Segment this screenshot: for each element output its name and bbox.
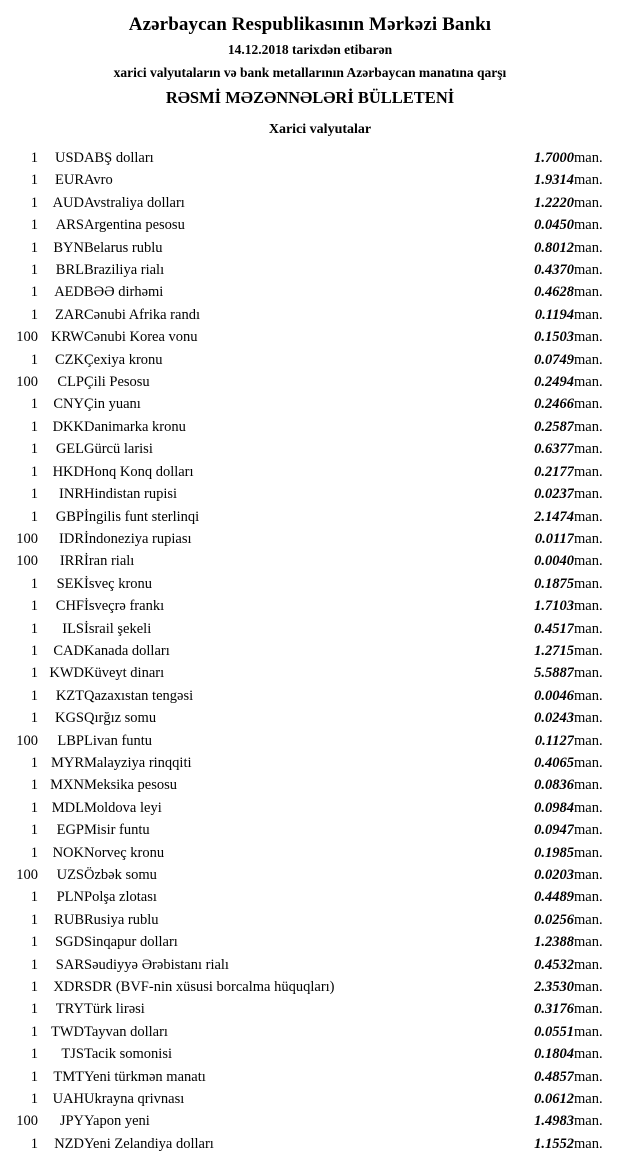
currency-quantity: 1 — [30, 396, 38, 413]
currency-rate: 0.0612 — [534, 1091, 574, 1108]
currency-unit-label: man. — [574, 687, 603, 704]
currency-rate: 0.1194 — [534, 306, 574, 323]
currency-quantity: 1 — [30, 1046, 38, 1063]
table-row — [0, 304, 620, 326]
currency-code: LBP — [57, 732, 84, 749]
table-row — [0, 506, 620, 528]
currency-quantity: 1 — [30, 262, 38, 279]
currency-quantity: 1 — [30, 642, 38, 659]
currency-quantity: 1 — [30, 889, 38, 906]
currency-unit-label: man. — [574, 1091, 603, 1108]
currency-unit-label: man. — [574, 642, 603, 659]
currency-quantity: 1 — [30, 150, 38, 166]
table-row — [0, 618, 620, 640]
table-row — [0, 416, 620, 438]
currency-rate: 1.2388 — [534, 934, 574, 951]
currency-quantity: 1 — [30, 665, 38, 682]
currency-code: CAD — [53, 642, 84, 659]
currency-quantity: 1 — [30, 822, 38, 839]
currency-rate: 2.3530 — [534, 979, 574, 996]
currency-code: SGD — [54, 934, 84, 951]
currency-unit-label: man. — [574, 710, 603, 727]
currency-code: SAR — [55, 956, 84, 973]
currency-unit-label: man. — [574, 217, 603, 234]
currency-code: IRR — [59, 553, 84, 570]
currency-code: KRW — [50, 329, 84, 346]
currency-rate: 1.2715 — [534, 642, 574, 659]
currency-rate: 0.0117 — [534, 530, 574, 547]
currency-name: Hindistan rupisi — [84, 486, 178, 503]
currency-name: Səudiyyə Ərəbistanı rialı — [84, 956, 229, 973]
currency-unit-label: man. — [574, 911, 603, 928]
currency-rate: 0.0450 — [534, 217, 574, 234]
currency-unit-label: man. — [574, 396, 603, 413]
currency-name: Cənubi Korea vonu — [84, 329, 198, 346]
currency-rate: 0.1804 — [534, 1046, 574, 1063]
table-row — [0, 976, 620, 998]
currency-code: JPY — [59, 1113, 84, 1130]
currency-name: Yapon yeni — [84, 1113, 150, 1130]
currency-name: İsveç kronu — [84, 575, 153, 592]
table-row — [0, 707, 620, 729]
currency-unit-label: man. — [574, 150, 603, 166]
currency-name: Sinqapur dolları — [84, 934, 178, 951]
currency-unit-label: man. — [574, 844, 603, 861]
currency-name: Meksika pesosu — [84, 777, 178, 794]
currency-name: BƏƏ dirhəmi — [84, 284, 164, 301]
currency-code: EUR — [55, 172, 84, 189]
currency-rate: 2.1474 — [534, 508, 574, 525]
table-row — [0, 1066, 620, 1088]
table-row — [0, 730, 620, 752]
currency-unit-label: man. — [574, 1135, 603, 1152]
currency-name: İran rialı — [84, 553, 135, 570]
currency-rate: 0.0046 — [534, 687, 574, 704]
currency-quantity: 100 — [16, 1113, 38, 1130]
table-row — [0, 640, 620, 662]
currency-quantity: 100 — [16, 329, 38, 346]
currency-rate: 0.2494 — [534, 374, 574, 391]
exchange-rates-table — [0, 147, 620, 1155]
currency-quantity: 1 — [30, 620, 38, 637]
currency-name: Yeni Zelandiya dolları — [84, 1135, 214, 1152]
currency-code: DKK — [52, 418, 84, 435]
currency-unit-label: man. — [574, 374, 603, 391]
currency-quantity: 1 — [30, 306, 38, 323]
currency-code: KGS — [54, 710, 84, 727]
currency-code: MXN — [50, 777, 84, 794]
table-row — [0, 1133, 620, 1155]
table-row — [0, 214, 620, 236]
currency-quantity: 1 — [30, 486, 38, 503]
currency-unit-label: man. — [574, 194, 603, 211]
currency-name: Kanada dolları — [84, 642, 170, 659]
currency-name: Rusiya rublu — [84, 911, 159, 928]
currency-name: Polşa zlotası — [84, 889, 157, 906]
table-row — [0, 842, 620, 864]
currency-quantity: 1 — [30, 799, 38, 816]
table-row — [0, 1021, 620, 1043]
document-header — [0, 14, 620, 108]
currency-rate: 0.4857 — [534, 1068, 574, 1085]
currency-quantity: 1 — [30, 172, 38, 189]
currency-quantity: 1 — [30, 217, 38, 234]
currency-quantity: 1 — [30, 194, 38, 211]
table-row — [0, 147, 620, 169]
table-row — [0, 774, 620, 796]
currency-rate: 0.0551 — [534, 1023, 574, 1040]
currency-name: Tayvan dolları — [84, 1023, 168, 1040]
currency-code: TMT — [53, 1068, 84, 1085]
currency-name: Norveç kronu — [84, 844, 165, 861]
currency-code: HKD — [52, 463, 84, 480]
currency-name: Ukrayna qrivnası — [84, 1091, 185, 1108]
currency-code: TRY — [55, 1001, 84, 1018]
currency-rate: 1.7000 — [534, 150, 574, 166]
currency-rate: 0.1875 — [534, 575, 574, 592]
currency-rate: 0.8012 — [534, 239, 574, 256]
currency-rate: 0.0749 — [534, 351, 574, 368]
currency-quantity: 1 — [30, 934, 38, 951]
currency-name: Avro — [84, 172, 113, 189]
currency-unit-label: man. — [574, 418, 603, 435]
currency-code: TJS — [61, 1046, 84, 1063]
section-title-foreign-currencies: Xarici valyutalar — [268, 122, 372, 137]
currency-code: USD — [54, 150, 84, 166]
currency-name: Gürcü larisi — [84, 441, 153, 458]
currency-name: Cənubi Afrika randı — [84, 306, 200, 323]
currency-rate: 0.1127 — [534, 732, 574, 749]
currency-quantity: 1 — [30, 1023, 38, 1040]
currency-quantity: 1 — [30, 1001, 38, 1018]
currency-code: ZAR — [55, 306, 84, 323]
currency-quantity: 1 — [30, 351, 38, 368]
currency-rate: 0.0256 — [534, 911, 574, 928]
currency-code: GEL — [55, 441, 84, 458]
currency-unit-label: man. — [574, 934, 603, 951]
currency-rate: 0.4628 — [534, 284, 574, 301]
table-row — [0, 752, 620, 774]
currency-name: ABŞ dolları — [84, 150, 154, 166]
currency-unit-label: man. — [574, 463, 603, 480]
currency-name: Yeni türkmən manatı — [84, 1068, 206, 1085]
currency-quantity: 1 — [30, 956, 38, 973]
currency-unit-label: man. — [574, 575, 603, 592]
currency-unit-label: man. — [574, 284, 603, 301]
currency-unit-label: man. — [574, 889, 603, 906]
currency-unit-label: man. — [574, 351, 603, 368]
currency-unit-label: man. — [574, 172, 603, 189]
currency-rate: 0.4065 — [534, 754, 574, 771]
currency-name: Malayziya rinqqiti — [84, 754, 192, 771]
currency-name: İngilis funt sterlinqi — [84, 508, 200, 525]
exchange-rates-body — [0, 147, 620, 1155]
currency-name: Braziliya rialı — [84, 262, 165, 279]
bank-title: Azərbaycan Respublikasının Mərkəzi Bankı — [128, 14, 492, 35]
currency-unit-label: man. — [574, 754, 603, 771]
currency-quantity: 1 — [30, 463, 38, 480]
table-row — [0, 326, 620, 348]
currency-rate: 0.0203 — [534, 867, 574, 883]
table-row — [0, 438, 620, 460]
currency-name: İndoneziya rupiası — [84, 530, 192, 547]
currency-rate: 1.1552 — [534, 1135, 574, 1152]
currency-unit-label: man. — [574, 665, 603, 682]
currency-rate: 5.5887 — [534, 665, 574, 682]
table-row — [0, 349, 620, 371]
currency-unit-label: man. — [574, 508, 603, 525]
currency-quantity: 100 — [16, 553, 38, 570]
currency-unit-label: man. — [574, 239, 603, 256]
currency-unit-label: man. — [574, 598, 603, 615]
table-row — [0, 281, 620, 303]
effective-date-line: 14.12.2018 tarixdən etibarən — [227, 42, 393, 57]
table-row — [0, 1110, 620, 1132]
currency-quantity: 100 — [16, 530, 38, 547]
currency-quantity: 1 — [30, 1135, 38, 1152]
currency-unit-label: man. — [574, 486, 603, 503]
table-row — [0, 1088, 620, 1110]
currency-rate: 0.0836 — [534, 777, 574, 794]
currency-name: Honq Konq dolları — [84, 463, 194, 480]
table-row — [0, 573, 620, 595]
currency-code: UZS — [56, 867, 84, 883]
currency-quantity: 1 — [30, 979, 38, 996]
currency-rate: 0.2466 — [534, 396, 574, 413]
currency-code: MYR — [50, 754, 84, 771]
currency-code: INR — [59, 486, 84, 503]
currency-rate: 0.3176 — [534, 1001, 574, 1018]
currency-unit-label: man. — [574, 732, 603, 749]
currency-code: GBP — [55, 508, 84, 525]
currency-code: NOK — [52, 844, 84, 861]
currency-rate: 0.0237 — [534, 486, 574, 503]
currency-name: İsrail şekeli — [84, 620, 152, 637]
currency-quantity: 1 — [30, 754, 38, 771]
currency-code: CZK — [55, 351, 84, 368]
table-row — [0, 371, 620, 393]
table-row — [0, 483, 620, 505]
currency-code: CNY — [53, 396, 84, 413]
table-row — [0, 864, 620, 886]
currency-rate: 0.2587 — [534, 418, 574, 435]
currency-rate: 0.4532 — [534, 956, 574, 973]
currency-rate: 0.6377 — [534, 441, 574, 458]
currency-code: UAH — [52, 1091, 84, 1108]
currency-unit-label: man. — [574, 956, 603, 973]
currency-name: SDR (BVF-nin xüsusi borcalma hüquqları) — [84, 979, 335, 996]
table-row — [0, 595, 620, 617]
currency-code: CHF — [55, 598, 84, 615]
table-row — [0, 909, 620, 931]
currency-name: Avstraliya dolları — [84, 194, 185, 211]
currency-name: Qazaxıstan tengəsi — [84, 687, 194, 704]
currency-code: AUD — [52, 194, 84, 211]
currency-code: BYN — [53, 239, 84, 256]
currency-code: PLN — [56, 889, 84, 906]
currency-quantity: 1 — [30, 239, 38, 256]
bulletin-heading: RƏSMİ MƏZƏNNƏLƏRİ BÜLLETENİ — [165, 88, 455, 107]
table-row — [0, 685, 620, 707]
currency-code: RUB — [54, 911, 84, 928]
currency-unit-label: man. — [574, 1023, 603, 1040]
currency-code: XDR — [53, 979, 84, 996]
currency-name: Belarus rublu — [84, 239, 163, 256]
table-row — [0, 954, 620, 976]
currency-rate: 0.0947 — [534, 822, 574, 839]
currency-code: ARS — [55, 217, 84, 234]
currency-rate: 1.2220 — [534, 194, 574, 211]
currency-rate: 0.1985 — [534, 844, 574, 861]
currency-quantity: 1 — [30, 1068, 38, 1085]
table-row — [0, 797, 620, 819]
currency-code: KWD — [49, 665, 84, 682]
currency-unit-label: man. — [574, 867, 603, 883]
currency-unit-label: man. — [574, 799, 603, 816]
currency-code: MDL — [51, 799, 84, 816]
table-row — [0, 819, 620, 841]
currency-name: Misir funtu — [84, 822, 150, 839]
currency-name: Çin yuanı — [84, 396, 141, 413]
currency-name: Argentina pesosu — [84, 217, 185, 234]
currency-quantity: 1 — [30, 284, 38, 301]
currency-code: KZT — [55, 687, 84, 704]
table-row — [0, 393, 620, 415]
currency-unit-label: man. — [574, 1001, 603, 1018]
currency-code: SEK — [56, 575, 84, 592]
table-row — [0, 237, 620, 259]
currency-code: BRL — [55, 262, 84, 279]
currency-quantity: 1 — [30, 575, 38, 592]
currency-name: Qırğız somu — [84, 710, 157, 727]
currency-unit-label: man. — [574, 822, 603, 839]
currency-unit-label: man. — [574, 1068, 603, 1085]
currency-quantity: 1 — [30, 687, 38, 704]
currency-unit-label: man. — [574, 1046, 603, 1063]
currency-quantity: 1 — [30, 441, 38, 458]
currency-unit-label: man. — [574, 979, 603, 996]
currency-code: NZD — [54, 1135, 84, 1152]
currency-rate: 0.4370 — [534, 262, 574, 279]
table-row — [0, 998, 620, 1020]
currency-unit-label: man. — [574, 441, 603, 458]
currency-name: Özbək somu — [84, 867, 157, 883]
currency-unit-label: man. — [574, 530, 603, 547]
currency-rate: 0.0243 — [534, 710, 574, 727]
currency-name: Çili Pesosu — [84, 374, 150, 391]
currency-unit-label: man. — [574, 553, 603, 570]
table-row — [0, 662, 620, 684]
currency-quantity: 100 — [16, 374, 38, 391]
currency-quantity: 1 — [30, 777, 38, 794]
currency-unit-label: man. — [574, 262, 603, 279]
currency-name: İsveçrə frankı — [84, 598, 165, 615]
currency-rate: 1.7103 — [534, 598, 574, 615]
currency-code: AED — [54, 284, 84, 301]
currency-name: Livan funtu — [84, 732, 153, 749]
currency-quantity: 1 — [30, 844, 38, 861]
currency-rate: 0.1503 — [534, 329, 574, 346]
currency-rate: 0.2177 — [534, 463, 574, 480]
currency-code: TWD — [50, 1023, 84, 1040]
currency-quantity: 1 — [30, 1091, 38, 1108]
table-row — [0, 461, 620, 483]
currency-code: IDR — [59, 530, 84, 547]
currency-rate: 0.0040 — [534, 553, 574, 570]
currency-name: Türk lirəsi — [84, 1001, 145, 1018]
currency-quantity: 100 — [16, 732, 38, 749]
document-subtitle: xarici valyutaların və bank metallarının Azərbaycan manatına qarşı — [113, 65, 507, 80]
currency-name: Danimarka kronu — [84, 418, 186, 435]
currency-rate: 1.4983 — [534, 1113, 574, 1130]
currency-quantity: 1 — [30, 710, 38, 727]
table-row — [0, 550, 620, 572]
currency-rate: 0.4489 — [534, 889, 574, 906]
table-row — [0, 259, 620, 281]
currency-quantity: 100 — [16, 867, 38, 883]
currency-code: CLP — [57, 374, 84, 391]
currency-quantity: 1 — [30, 508, 38, 525]
currency-quantity: 1 — [30, 598, 38, 615]
currency-code: EGP — [56, 822, 84, 839]
currency-unit-label: man. — [574, 777, 603, 794]
currency-unit-label: man. — [574, 1113, 603, 1130]
currency-name: Moldova leyi — [84, 799, 162, 816]
table-row — [0, 528, 620, 550]
table-row — [0, 931, 620, 953]
currency-quantity: 1 — [30, 911, 38, 928]
currency-unit-label: man. — [574, 306, 603, 323]
table-row — [0, 1043, 620, 1065]
currency-name: Küveyt dinarı — [84, 665, 165, 682]
currency-rate: 0.0984 — [534, 799, 574, 816]
currency-name: Tacik somonisi — [84, 1046, 172, 1063]
currency-code: ILS — [62, 620, 84, 637]
currency-unit-label: man. — [574, 620, 603, 637]
currency-unit-label: man. — [574, 329, 603, 346]
table-row — [0, 169, 620, 191]
currency-quantity: 1 — [30, 418, 38, 435]
currency-rate: 1.9314 — [534, 172, 574, 189]
currency-name: Çexiya kronu — [84, 351, 163, 368]
table-row — [0, 886, 620, 908]
table-row — [0, 192, 620, 214]
currency-rate: 0.4517 — [534, 620, 574, 637]
